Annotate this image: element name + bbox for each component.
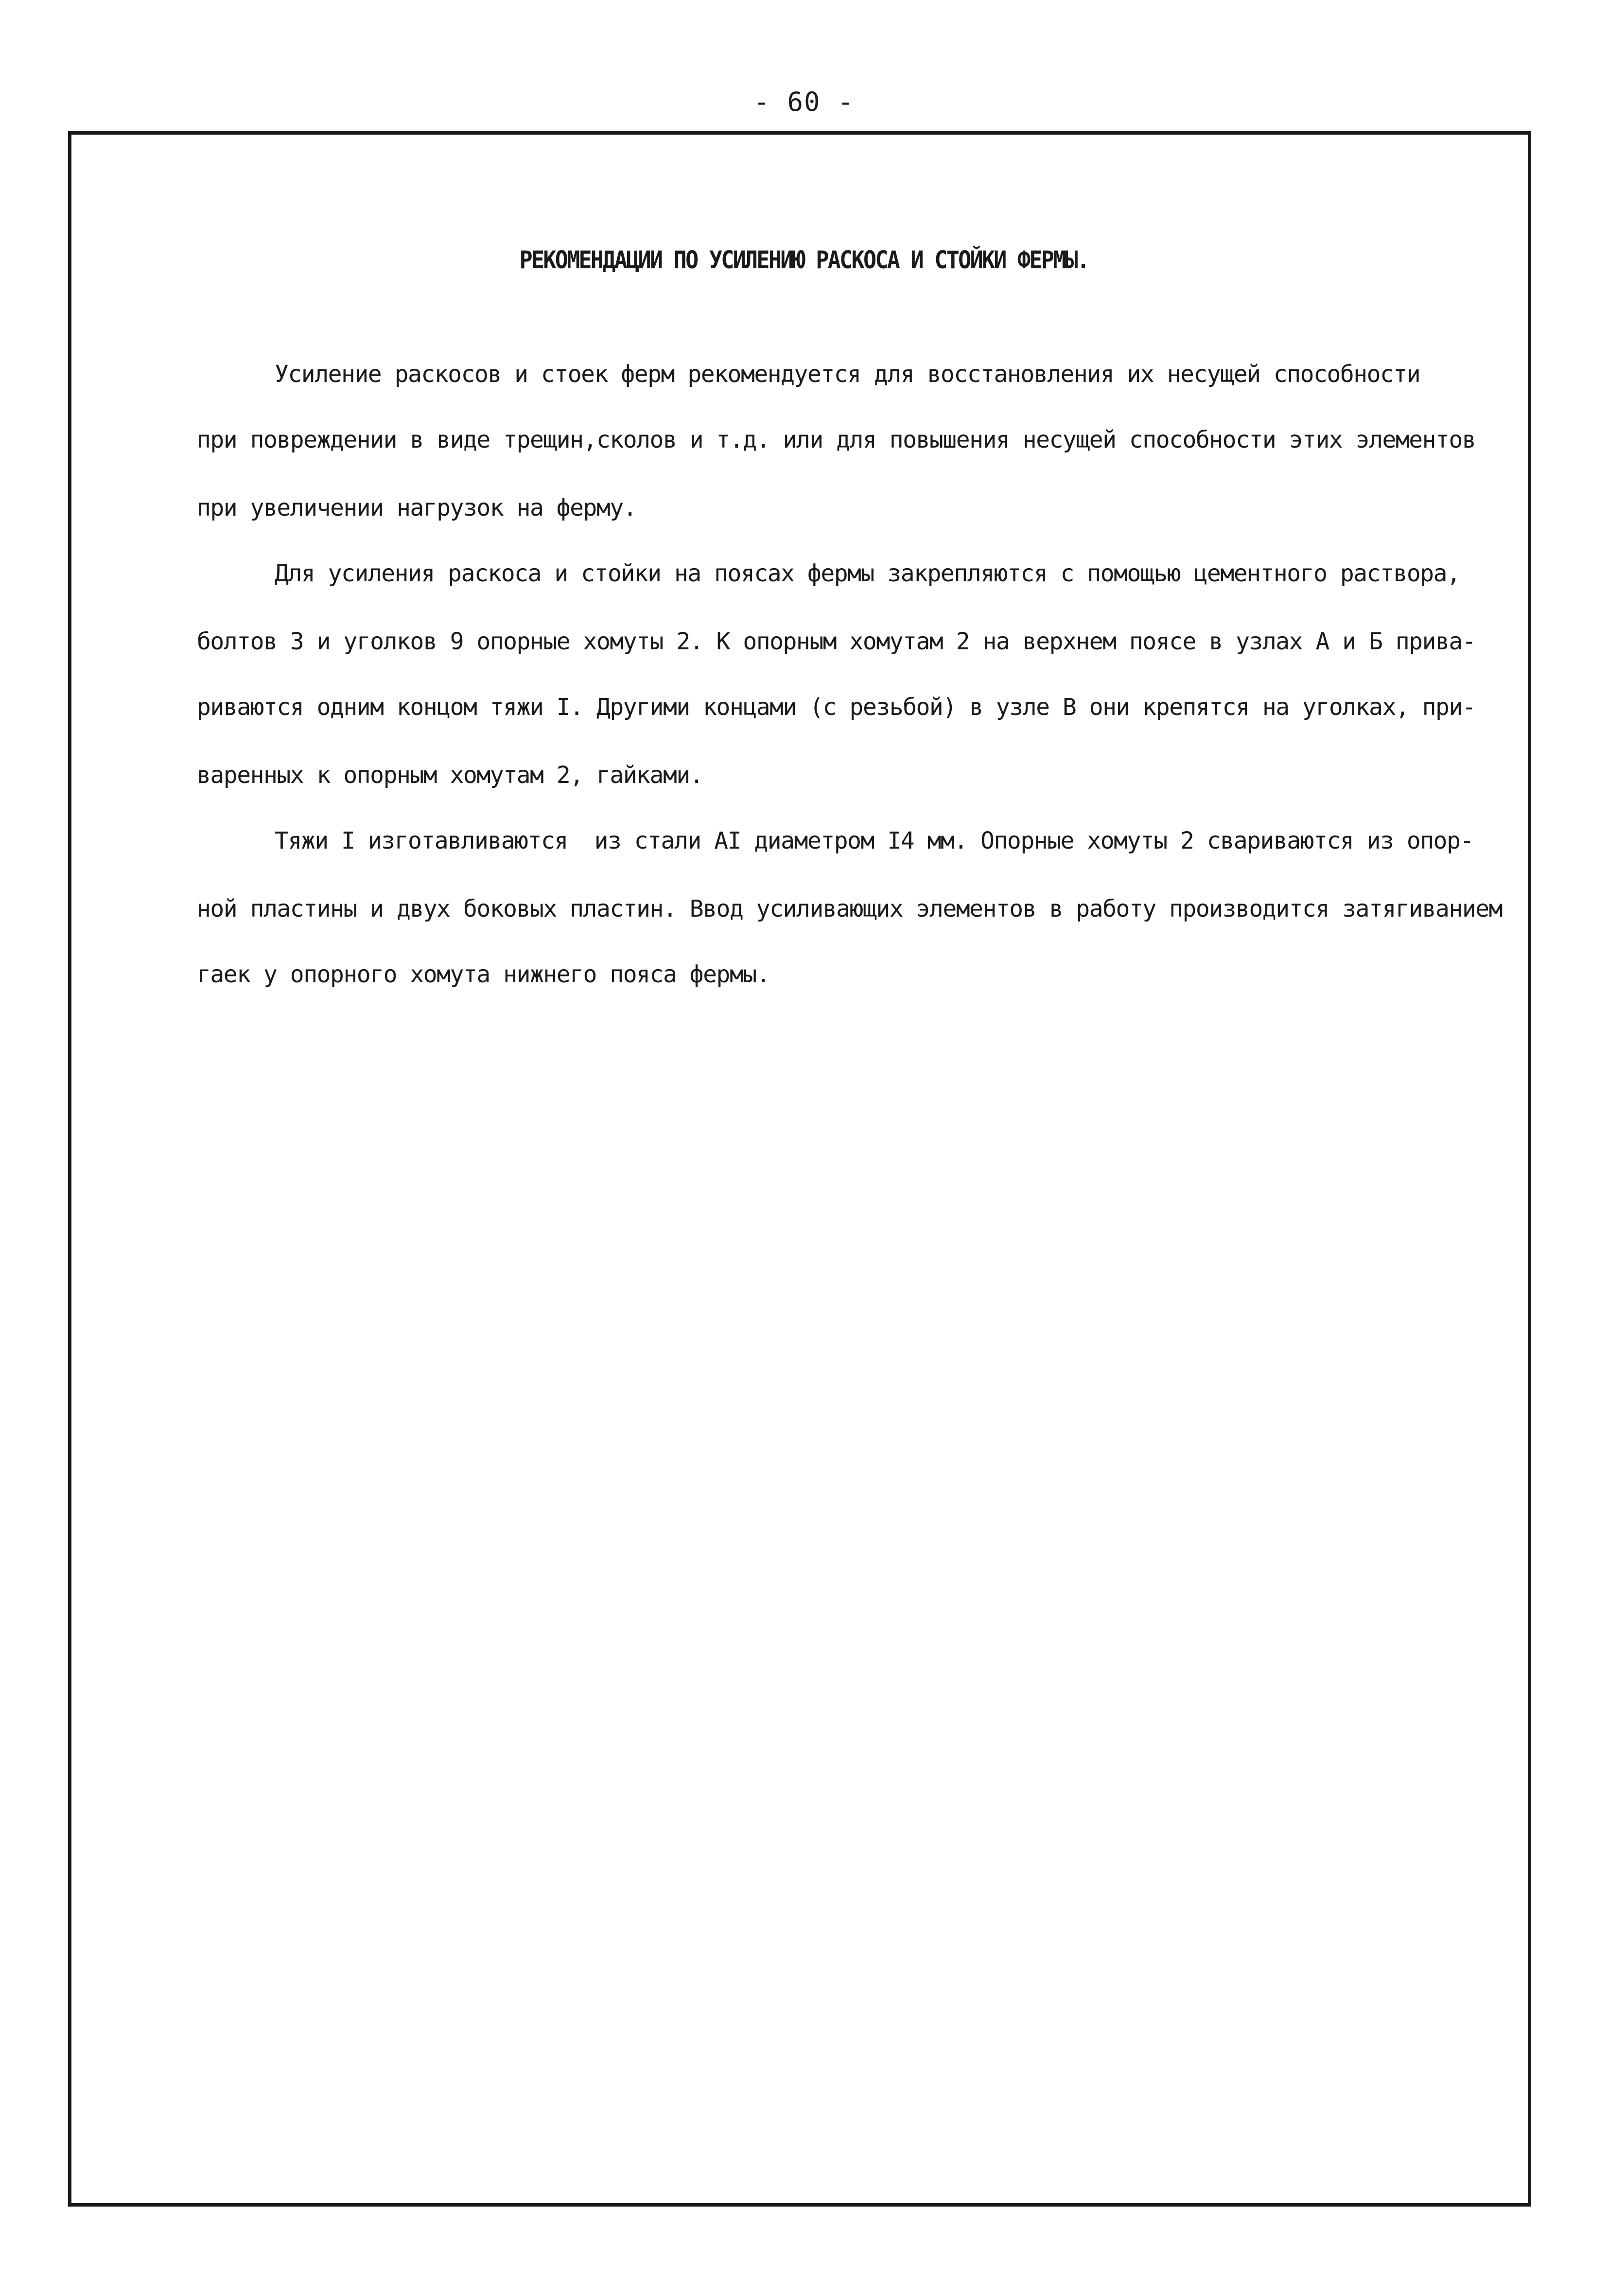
paragraph-1-line-2: при повреждении в виде трещин,сколов и т.д. или для повышения несущей способности этих элементов [197, 426, 1476, 453]
paragraph-3-line-1: Тяжи I изготавливаются из стали АI диаметром I4 мм. Опорные хомуты 2 свариваются из опор- [275, 827, 1473, 854]
paragraph-3-line-3: гаек у опорного хомута нижнего пояса фермы. [197, 961, 770, 988]
page-number: - 60 - [753, 87, 855, 117]
paragraph-2-line-4: варенных к опорным хомутам 2, гайками. [197, 762, 703, 789]
paragraph-2-line-2: болтов 3 и уголков 9 опорные хомуты 2. К опорным хомутам 2 на верхнем поясе в узлах А и Б прива- [197, 628, 1476, 655]
paragraph-3-line-2: ной пластины и двух боковых пластин. Ввод усиливающих элементов в работу производится затягиванием [197, 895, 1503, 922]
paragraph-2-line-3: риваются одним концом тяжи I. Другими концами (с резьбой) в узле В они крепятся на уголках, при- [197, 694, 1476, 721]
paragraph-2-line-1: Для усиления раскоса и стойки на поясах фермы закрепляются с помощью цементного раствора, [275, 560, 1460, 587]
document-title: РЕКОМЕНДАЦИИ ПО УСИЛЕНИЮ РАСКОСА И СТОЙКИ ФЕРМЫ. [519, 246, 1089, 274]
paragraph-1-line-1: Усиление раскосов и стоек ферм рекомендуется для восстановления их несущей способности [275, 361, 1420, 388]
paragraph-1-line-3: при увеличении нагрузок на ферму. [197, 494, 637, 522]
